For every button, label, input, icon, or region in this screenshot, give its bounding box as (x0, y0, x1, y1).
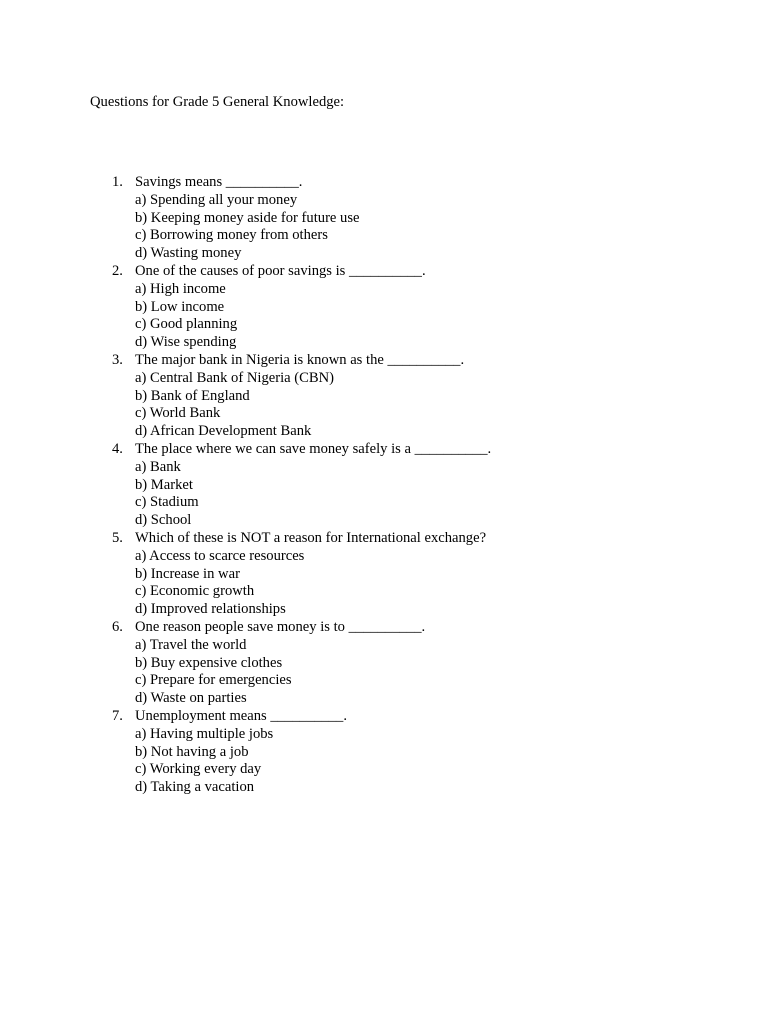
question-text: Which of these is NOT a reason for International exchange? (135, 529, 487, 546)
question-number: 1. (112, 174, 123, 190)
option-item: c) Stadium (135, 494, 199, 511)
question-text: The place where we can save money safely is a __________. (135, 440, 492, 457)
question-text: One of the causes of poor savings is __________. (135, 262, 426, 279)
option-item: a) Having multiple jobs (135, 725, 274, 742)
option-list (135, 548, 668, 619)
option-item: a) High income (135, 280, 226, 297)
option-item: b) Keeping money aside for future use (135, 209, 360, 226)
option-item: c) Borrowing money from others (135, 227, 328, 244)
question-text: The major bank in Nigeria is known as the __________. (135, 351, 465, 368)
option-list (135, 281, 668, 352)
question-number: 2. (112, 262, 123, 279)
option-item: b) Not having a job (135, 743, 249, 760)
option-item: a) Access to scarce resources (135, 547, 305, 564)
option-item: d) Improved relationships (135, 601, 286, 618)
option-item: a) Travel the world (135, 636, 247, 653)
question-item (108, 441, 668, 530)
question-body (135, 708, 668, 797)
question-number: 6. (112, 618, 123, 635)
option-item: c) Economic growth (135, 583, 255, 600)
option-item: a) Central Bank of Nigeria (CBN) (135, 369, 334, 386)
question-body (135, 263, 668, 352)
question-list (108, 174, 668, 797)
question-text: Savings means __________. (135, 174, 303, 190)
question-body (135, 174, 668, 263)
question-number: 5. (112, 529, 123, 546)
question-item (108, 263, 668, 352)
option-item: c) Working every day (135, 761, 262, 778)
question-body (135, 530, 668, 619)
option-item: b) Buy expensive clothes (135, 654, 283, 671)
option-item: b) Increase in war (135, 565, 240, 582)
option-item: d) Waste on parties (135, 690, 247, 707)
option-item: d) Wasting money (135, 245, 242, 262)
question-number: 7. (112, 707, 123, 724)
option-item: a) Bank (135, 458, 181, 475)
question-item (108, 352, 668, 441)
option-item: a) Spending all your money (135, 191, 298, 208)
option-item: c) Good planning (135, 316, 238, 333)
question-item (108, 619, 668, 708)
option-item: d) Wise spending (135, 334, 237, 351)
question-body (135, 352, 668, 441)
page-title: Questions for Grade 5 General Knowledge: (90, 94, 345, 110)
question-body (135, 441, 668, 530)
question-text: Unemployment means __________. (135, 707, 347, 724)
question-number: 4. (112, 440, 123, 457)
option-list (135, 459, 668, 530)
option-item: d) African Development Bank (135, 423, 312, 440)
option-list (135, 726, 668, 797)
question-item (108, 708, 668, 797)
option-item: b) Bank of England (135, 387, 250, 404)
question-number: 3. (112, 351, 123, 368)
option-item: b) Market (135, 476, 193, 493)
option-item: d) School (135, 512, 192, 529)
option-list (135, 192, 668, 263)
question-body (135, 619, 668, 708)
option-list (135, 637, 668, 708)
question-item (108, 174, 668, 263)
option-list (135, 370, 668, 441)
question-text: One reason people save money is to __________. (135, 618, 426, 635)
option-item: c) Prepare for emergencies (135, 672, 292, 689)
option-item: c) World Bank (135, 405, 221, 422)
option-item: d) Taking a vacation (135, 779, 255, 796)
option-item: b) Low income (135, 298, 225, 315)
question-item (108, 530, 668, 619)
